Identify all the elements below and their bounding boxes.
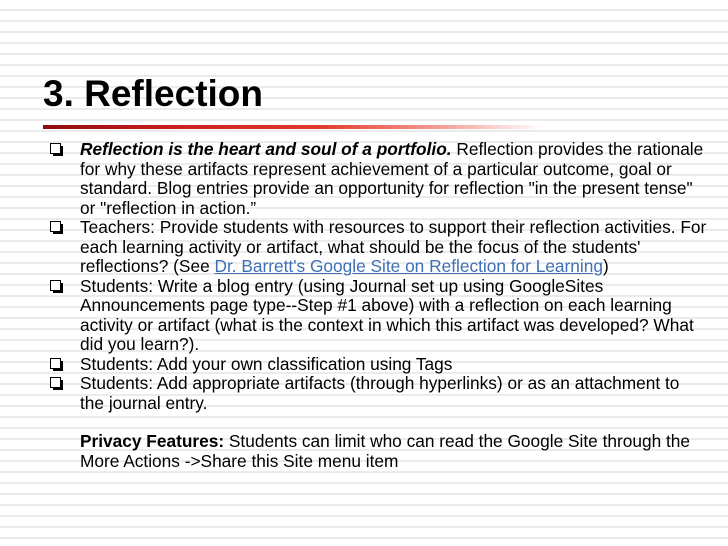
square-bullet-icon [50,221,61,232]
bullet-text: Students: Add appropriate artifacts (through hyperlinks) or as an attachment to the journal entry. [80,373,680,413]
slide-title: 3. Reflection [43,73,263,114]
bullet-text: Students: Write a blog entry (using Journal set up using GoogleSites Announcements page type--Step #1 above) with a reflection on each learning activity or artifact (what is the context in which this artifact was developed? What did you learn?). [80,275,694,354]
privacy-text: Students can limit who can read the Google Site through the More Actions ->Share this Site menu item [80,431,691,471]
square-bullet-icon [50,280,61,291]
bullet-item-teachers [48,218,708,277]
privacy-features-note [48,432,708,471]
privacy-label: Privacy Features: [80,431,225,451]
bullet-text: Reflection provides the rationale for why these artifacts represent achievement of a particular outcome, goal or standard. Blog entries provide an opportunity for reflection "in the present tense" or "reflection in action.” [80,139,704,218]
bullet-item-students-artifacts [48,374,708,413]
title-underline-rule [43,125,543,129]
google-site-reflection-link[interactable]: Dr. Barrett's Google Site on Reflection for Learning [214,256,603,276]
bullet-item-students-tags [48,355,708,375]
bullet-item-students-blog [48,277,708,355]
bullet-lead-text: Reflection is the heart and soul of a portfolio. [80,139,452,159]
square-bullet-icon [50,143,61,154]
bullet-text-after-link: ) [602,256,609,276]
bullet-list [48,140,708,471]
bullet-text: Students: Add your own classification using Tags [80,353,453,374]
bullet-item-reflection [48,140,708,218]
bullet-text: Teachers: Provide students with resources to support their reflection activities. For each learning activity or artifact, what should be the focus of the students' reflections? (See [80,217,707,276]
square-bullet-icon [50,358,61,369]
square-bullet-icon [50,377,61,388]
